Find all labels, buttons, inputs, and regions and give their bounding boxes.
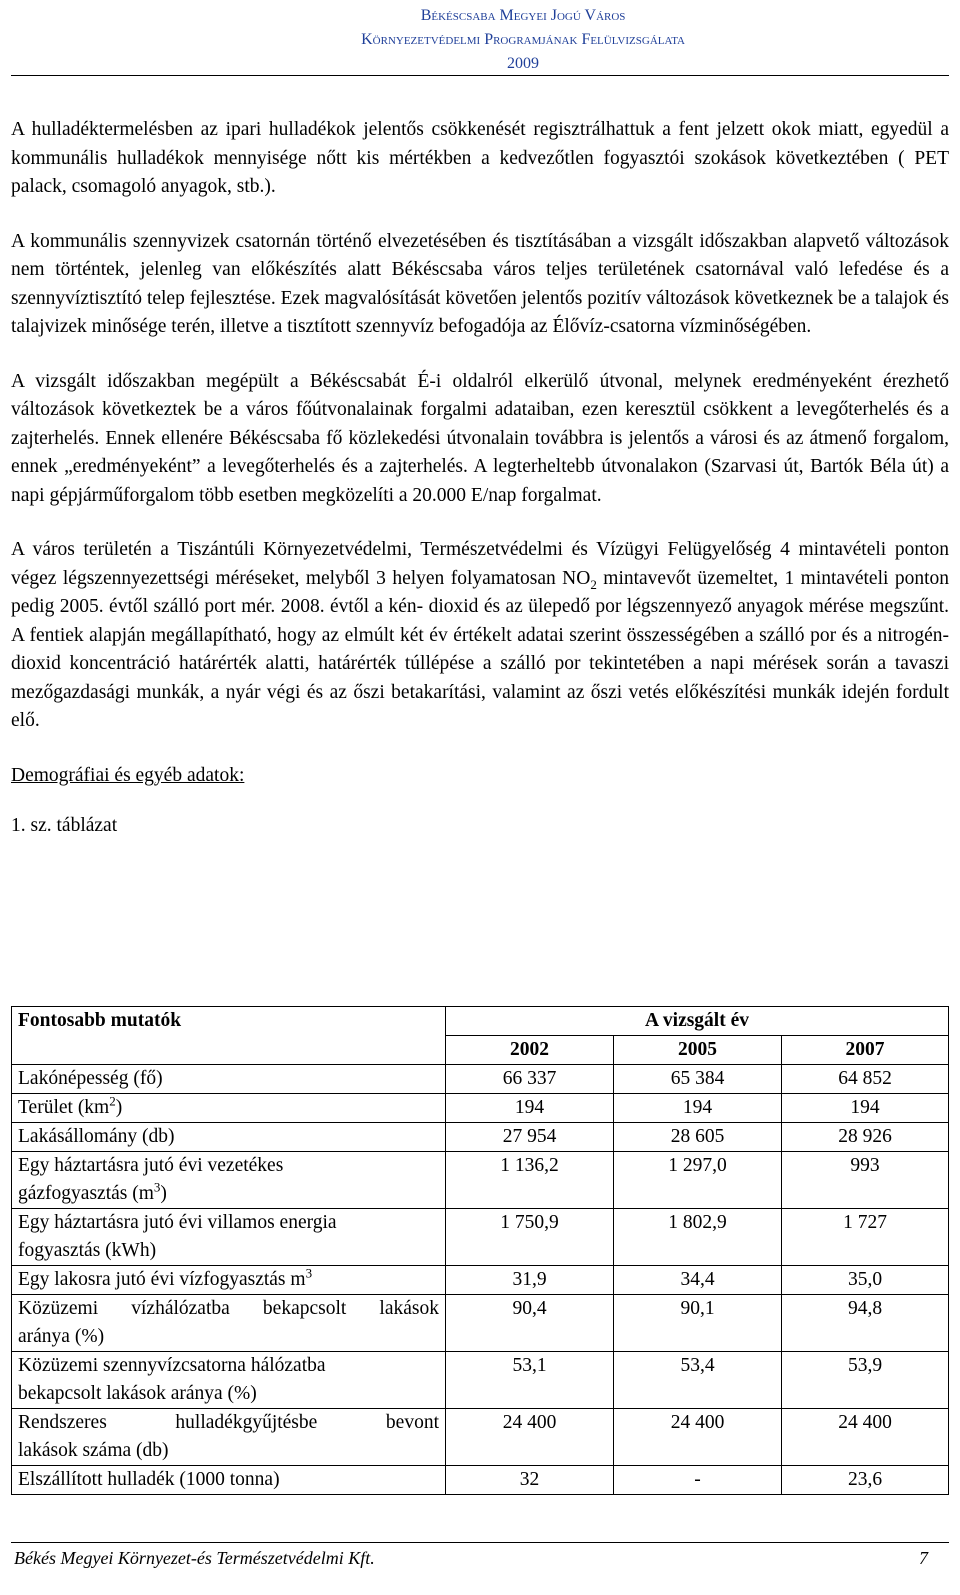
- table-row: [12, 1466, 949, 1495]
- cell-value: -: [614, 1466, 782, 1495]
- row-label: Elszállított hulladék (1000 tonna): [12, 1466, 446, 1495]
- cell-value: 66 337: [446, 1065, 614, 1094]
- cell-value: 53,1: [446, 1352, 614, 1409]
- table-row: [12, 1295, 949, 1352]
- header-city: Békéscsaba Megyei Jogú Város: [420, 7, 626, 24]
- year-2002: 2002: [446, 1036, 614, 1065]
- cell-value: 1 136,2: [446, 1152, 614, 1209]
- paragraph-sewage: A kommunális szennyvizek csatornán történő elvezetésében és tisztításában a vizsgált időszakban alapvető változások nem történtek, jelenleg van előkészítés alatt Békéscsaba város teljes területének csatornával való lefedése és a szennyvíztisztító telep fejlesztése. Ezek magvalósítását követően jelentős pozitív változások következnek be a talajok és talajvizek minősége terén, illetve a tisztított szennyvíz befogadója az Élővíz-csatorna vízminőségében.: [11, 230, 949, 337]
- row-label-line2: aránya (%): [18, 1326, 105, 1347]
- cell-value: 194: [782, 1094, 949, 1123]
- table-row: [12, 1065, 949, 1094]
- table-row: [12, 1352, 949, 1409]
- section-title: Demográfiai és egyéb adatok:: [11, 764, 245, 786]
- cell-value: 194: [614, 1094, 782, 1123]
- row-label: [12, 1266, 446, 1295]
- row-label-line1: Rendszeres hulladékgyűjtésbe bevont: [18, 1412, 439, 1433]
- header-divider: [11, 75, 949, 76]
- table-row: [12, 1409, 949, 1466]
- cell-value: 90,1: [614, 1295, 782, 1352]
- year-2005: 2005: [614, 1036, 782, 1065]
- row-label: [12, 1352, 446, 1409]
- header-year: 2009: [507, 55, 540, 72]
- page-header: [0, 4, 960, 76]
- cell-value: 23,6: [782, 1466, 949, 1495]
- paragraph-air-quality-a: A város területén a Tiszántúli Környezetvédelmi, Természetvédelmi és Vízügyi Felügyelőség 4 mintavételi ponton végez légszennyezettségi méréseket, melyből 3 helyen folyamatosan NO: [11, 539, 949, 589]
- table-row: [12, 1123, 949, 1152]
- table-row: [12, 1152, 949, 1209]
- cell-value: 27 954: [446, 1123, 614, 1152]
- row-label: Lakónépesség (fő): [12, 1065, 446, 1094]
- table-row: [12, 1266, 949, 1295]
- table-header-row: [12, 1007, 949, 1036]
- cell-value: 28 605: [614, 1123, 782, 1152]
- cell-value: 993: [782, 1152, 949, 1209]
- header-year-group: A vizsgált év: [446, 1007, 949, 1036]
- row-label: [12, 1409, 446, 1466]
- row-label: [12, 1295, 446, 1352]
- cell-value: 90,4: [446, 1295, 614, 1352]
- row-label-line1: Közüzemi szennyvízcsatorna hálózatba: [18, 1355, 326, 1376]
- table-caption: 1. sz. táblázat: [11, 814, 118, 836]
- cell-value: 32: [446, 1466, 614, 1495]
- paragraph-traffic: A vizsgált időszakban megépült a Békéscsabát É-i oldalról elkerülő útvonal, melynek eredményeként érezhető változások következtek be a város főútvonalainak forgalmi adataiban, ezen keresztül csökkent a levegőterhelés és a zajterhelés. Ennek ellenére Békéscsaba fő közlekedési útvonalain továbbra is jelentős a városi és az átmenő forgalom, ennek „eredményeként” a levegőterhelés és a zajterhelés. A legterheltebb útvonalakon (Szarvasi út, Bartók Béla út) a napi gépjárműforgalom több esetben megközelíti a 20.000 E/nap forgalmat.: [11, 370, 949, 506]
- footer-divider: [11, 1542, 949, 1543]
- row-label-text: Terület (km: [18, 1097, 110, 1118]
- cell-value: 1 297,0: [614, 1152, 782, 1209]
- page-number: 7: [919, 1548, 928, 1568]
- year-2007: 2007: [782, 1036, 949, 1065]
- cell-value: 31,9: [446, 1266, 614, 1295]
- cell-value: 65 384: [614, 1065, 782, 1094]
- cell-value: 94,8: [782, 1295, 949, 1352]
- indicators-table: [11, 1006, 949, 1495]
- cell-value: 194: [446, 1094, 614, 1123]
- cell-value: 24 400: [782, 1409, 949, 1466]
- cell-value: 53,9: [782, 1352, 949, 1409]
- row-label-close: ): [115, 1097, 123, 1118]
- cell-value: 1 802,9: [614, 1209, 782, 1266]
- cell-value: 24 400: [446, 1409, 614, 1466]
- cell-value: 35,0: [782, 1266, 949, 1295]
- row-label: [12, 1152, 446, 1209]
- cell-value: 1 727: [782, 1209, 949, 1266]
- cell-value: 1 750,9: [446, 1209, 614, 1266]
- row-label: [12, 1094, 446, 1123]
- paragraph-waste: A hulladéktermelésben az ipari hulladékok jelentős csökkenését regisztrálhattuk a fent jelzett okok miatt, egyedül a kommunális hulladékok mennyisége nőtt kis mértékben a kedvezőtlen fogyasztói szokások következtében ( PET palack, csomagoló anyagok, stb.).: [11, 119, 949, 197]
- cell-value: 28 926: [782, 1123, 949, 1152]
- cell-value: 24 400: [614, 1409, 782, 1466]
- cell-value: 53,4: [614, 1352, 782, 1409]
- table-row: [12, 1209, 949, 1266]
- table-row: [12, 1094, 949, 1123]
- header-program: Környezetvédelmi Programjának Felülvizsgálata: [361, 31, 685, 48]
- document-body: [11, 116, 949, 840]
- row-label-line2: fogyasztás (kWh): [18, 1240, 157, 1261]
- row-label-line2: bekapcsolt lakások aránya (%): [18, 1383, 257, 1404]
- m3-superscript: 3: [305, 1265, 313, 1281]
- row-label: Lakásállomány (db): [12, 1123, 446, 1152]
- row-label-text: Egy lakosra jutó évi vízfogyasztás m: [18, 1269, 306, 1290]
- row-label-line1: Egy háztartásra jutó évi vezetékes: [18, 1155, 284, 1176]
- footer-company: Békés Megyei Környezet-és Természetvédelmi Kft.: [14, 1548, 375, 1568]
- page-footer: [14, 1548, 928, 1569]
- m3-superscript: 3: [153, 1179, 161, 1195]
- row-label-line1: Egy háztartásra jutó évi villamos energia: [18, 1212, 337, 1233]
- paragraph-air-quality-b: mintavevőt üzemeltet, 1 mintavételi ponton pedig 2005. évtől szálló port mér. 2008. évtől a kén- dioxid és az ülepedő por légszennyező anyagok mérése megszűnt. A fentiek alapján megállapítható, hogy az elmúlt két év értékelt adatai szerint összességében a szálló por és a nitrogén- dioxid koncentráció határérték alatti, határérték túllépése a szálló por tekintetében a napi mérések során a tavaszi mezőgazdasági munkák, a nyár végi és az őszi betakarítási, valamint az őszi vetés előkészítési munkák idején fordult elő.: [11, 567, 949, 731]
- row-label-line1: Közüzemi vízhálózatba bekapcsolt lakások: [18, 1298, 439, 1319]
- km2-superscript: 2: [109, 1093, 116, 1109]
- cell-value: 34,4: [614, 1266, 782, 1295]
- row-label-line2: gázfogyasztás (m: [18, 1183, 154, 1204]
- paragraph-air-quality: [11, 536, 949, 736]
- no2-subscript: 2: [590, 576, 597, 592]
- row-label: [12, 1209, 446, 1266]
- header-indicators: Fontosabb mutatók: [12, 1007, 446, 1065]
- row-label-line2: lakások száma (db): [18, 1440, 169, 1461]
- cell-value: 64 852: [782, 1065, 949, 1094]
- row-label-close: ): [160, 1183, 167, 1204]
